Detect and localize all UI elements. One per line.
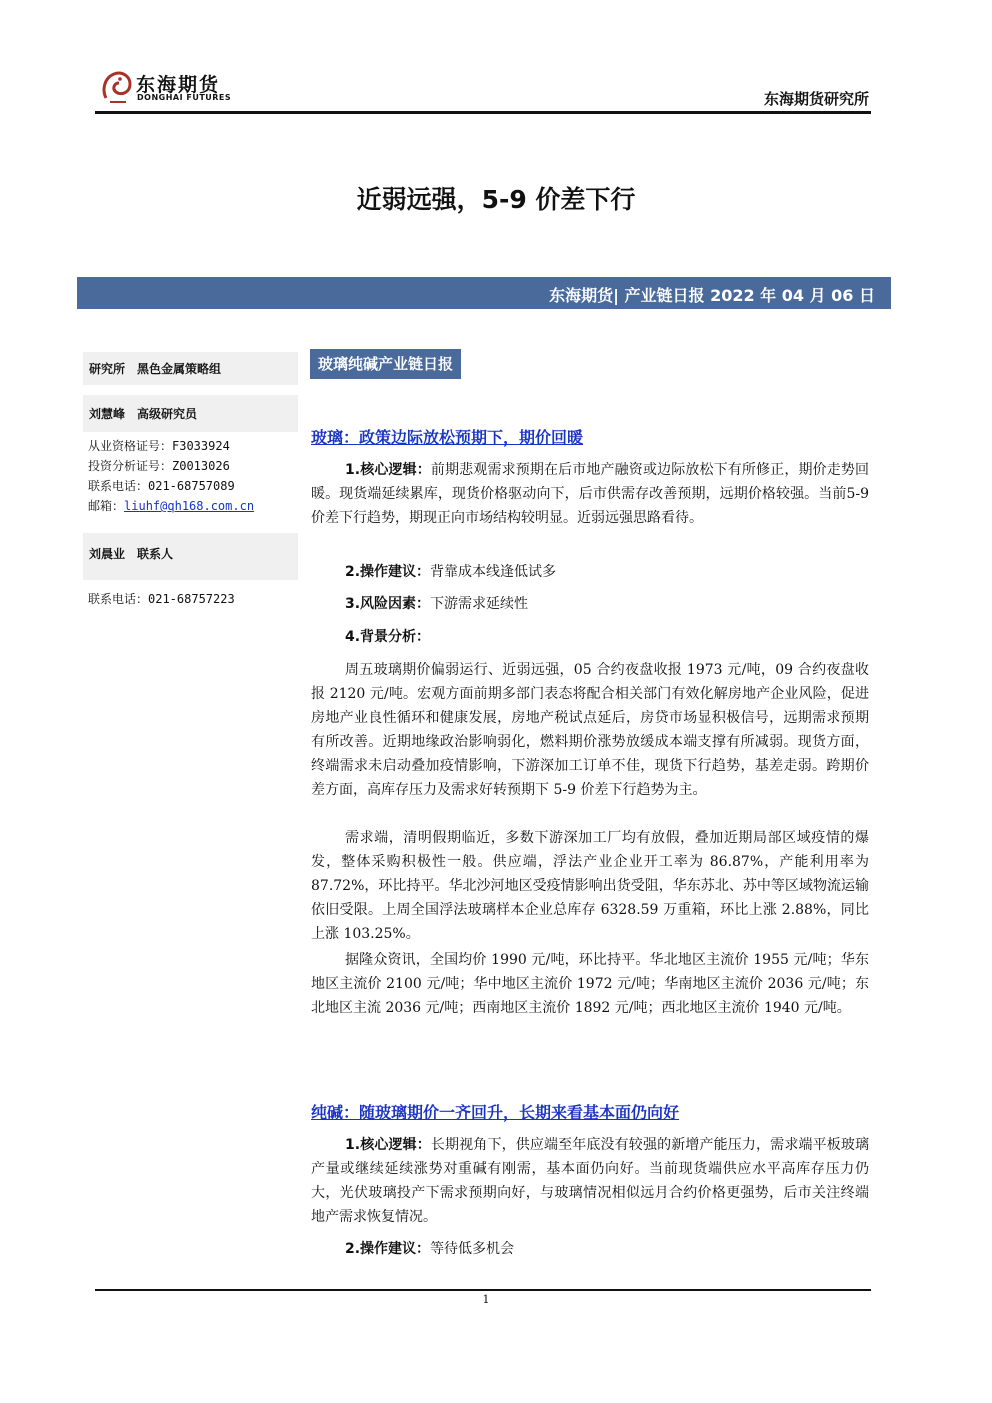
soda-logic-label: 1.核心逻辑： [345,1137,431,1153]
glass-core-logic [311,458,869,530]
analyst2-name: 刘晨业 [89,547,126,561]
sidebar-analyst1 [83,395,298,432]
soda-advice-text: 等待低多机会 [430,1241,515,1257]
group-name: 黑色金属策略组 [137,362,222,376]
email-link[interactable]: liuhf@qh168.com.cn [124,499,255,513]
glass-advice [345,560,556,584]
glass-risk [345,592,528,616]
soda-advice-label: 2.操作建议： [345,1241,431,1257]
analyst1-phone: 联系电话：021-68757089 [88,479,235,493]
glass-advice-label: 2.操作建议： [345,564,431,580]
analyst1-cert: 从业资格证号：F3033924 [88,439,230,453]
glass-risk-text: 下游需求延续性 [430,596,529,612]
glass-bg-label: 4.背景分析： [345,629,431,645]
logo-english-text: DONGHAI FUTURES [137,93,232,102]
email-label: 邮箱： [88,499,125,513]
dragon-logo-icon [100,68,134,104]
glass-section-title: 玻璃：政策边际放松预期下，期价回暖 [311,428,584,447]
institute-name: 东海期货研究所 [763,90,869,108]
glass-advice-text: 背靠成本线逢低试多 [430,564,557,580]
company-logo [100,66,240,106]
glass-bg-para2: 需求端，清明假期临近，多数下游深加工厂均有放假，叠加近期局部区域疫情的爆发，整体采购积极性一般。供应端，浮法产业企业开工率为 86.87%，产能利用率为 87.72%，环比持平。华北沙河地区受疫情影响出货受阻，华东苏北、苏中等区域物流运输依旧受限。上周全国浮法玻璃样本企业总库存 6328.59 万重箱，环比上涨 2.88%，同比上涨 103.25%。 [311,830,869,942]
analyst1-email-row [88,497,254,514]
glass-logic-label: 1.核心逻辑： [345,462,431,478]
page-number: 1 [482,1293,490,1306]
footer-divider [95,1289,871,1291]
sidebar-department [83,352,298,385]
logo-chinese-text: 东海期货 [136,74,221,96]
header-divider [95,111,871,114]
analyst1-name: 刘慧峰 [89,407,126,421]
glass-logic-text: 前期悲观需求预期在后市地产融资或边际放松下有所修正，期价走势回暖。现货端延续累库，现货价格驱动向下，后市供需存改善预期，远期价格较强。当前5-9价差下行趋势，期现正向市场结构较明显。近弱远强思路看待。 [311,462,870,526]
report-title: 近弱远强，5-9 价差下行 [356,185,636,214]
sidebar-analyst2 [83,533,298,580]
soda-core-logic [311,1133,869,1229]
glass-background [345,625,430,649]
glass-bg-para1: 周五玻璃期价偏弱运行、近弱远强，05 合约夜盘收报 1973 元/吨，09 合约夜盘收报 2120 元/吨。宏观方面前期多部门表态将配合相关部门有效化解房地产企业风险，促进房地产业良性循环和健康发展，房地产税试点延后，房贷市场显积极信号，远期需求预期有所改善。近期地缘政治影响弱化，燃料期价涨势放缓成本端支撑有所减弱。现货方面，终端需求未启动叠加疫情影响，下游深加工订单不佳，现货下行趋势，基差走弱。跨期价差方面，高库存压力及需求好转预期下 5-9 价差下行趋势为主。 [311,662,869,798]
banner-text: 东海期货| 产业链日报 2022 年 04 月 06 日 [549,286,875,305]
department-name: 研究所 [89,362,126,376]
glass-risk-label: 3.风险因素： [345,596,431,612]
soda-advice [345,1237,514,1261]
analyst2-title: 联系人 [137,547,174,561]
analyst1-title: 高级研究员 [137,407,198,421]
analyst2-phone: 联系电话：021-68757223 [88,592,235,606]
analyst1-invest-cert: 投资分析证号：Z0013026 [88,459,230,473]
soda-section-title: 纯碱：随玻璃期价一齐回升，长期来看基本面仍向好 [311,1103,680,1122]
report-banner [77,277,891,309]
report-tag: 玻璃纯碱产业链日报 [310,349,461,379]
glass-bg-para3: 据隆众资讯，全国均价 1990 元/吨，环比持平。华北地区主流价 1955 元/吨；华东地区主流价 2100 元/吨；华中地区主流价 1972 元/吨；华南地区主流价 2036 元/吨；东北地区主流 2036 元/吨；西南地区主流价 1892 元/吨；西北地区主流价 1940 元/吨。 [311,952,869,1016]
soda-logic-text: 长期视角下，供应端至年底没有较强的新增产能压力，需求端平板玻璃产量或继续延续涨势对重碱有刚需，基本面仍向好。当前现货端供应水平高库存压力仍大，光伏玻璃投产下需求预期向好，与玻璃情况相似远月合约价格更强势，后市关注终端地产需求恢复情况。 [311,1137,870,1225]
